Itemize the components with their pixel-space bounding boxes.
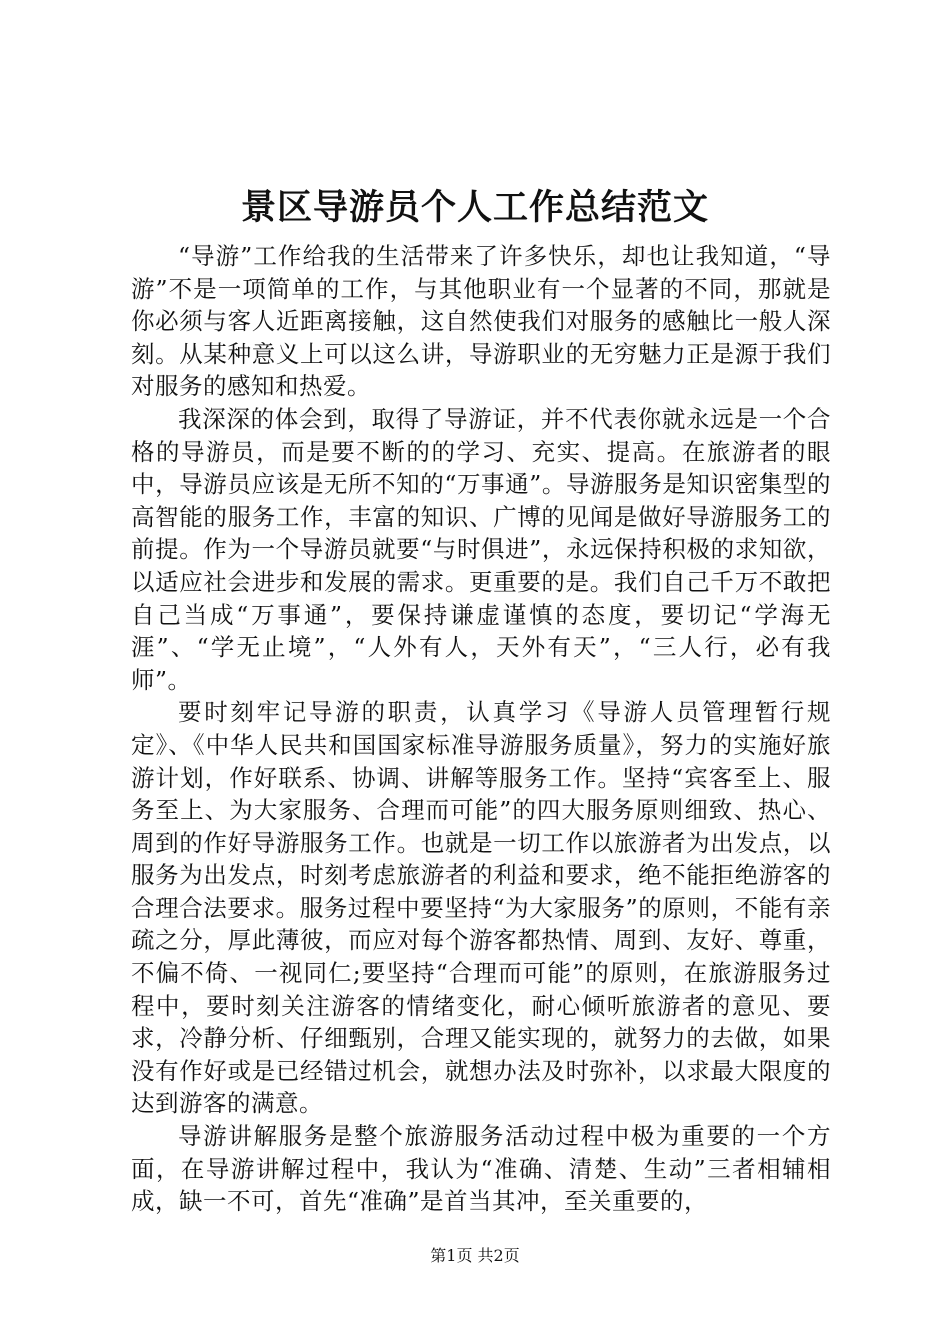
paragraph: 要时刻牢记导游的职责，认真学习《导游人员管理暂行规定》、《中华人民共和国国家标准导游服务质量》，努力的实施好旅游计划，作好联系、协调、讲解等服务工作。坚持“宾客至上、服务至上、为大家服务、合理而可能”的四大服务原则细致、热心、周到的作好导游服务工作。也就是一切工作以旅游者为出发点，以服务为出发点，时刻考虑旅游者的利益和要求，绝不能拒绝游客的合理合法要求。服务过程中要坚持“为大家服务”的原则，不能有亲疏之分，厚此薄彼，而应对每个游客都热情、周到、友好、尊重，不偏不倚、一视同仁;要坚持“合理而可能”的原则，在旅游服务过程中，要时刻关注游客的情绪变化，耐心倾听旅游者的意见、要求，冷静分析、仔细甄别，合理又能实现的，就努力的去做，如果没有作好或是已经错过机会，就想办法及时弥补，以求最大限度的达到游客的满意。 <box>131 698 831 1118</box>
page-footer <box>0 1246 950 1266</box>
document-body <box>131 240 831 1218</box>
paragraph: “导游”工作给我的生活带来了许多快乐，却也让我知道，“导游”不是一项简单的工作，与其他职业有一个显著的不同，那就是你必须与客人近距离接触，这自然使我们对服务的感触比一般人深刻。从某种意义上可以这么讲，导游职业的无穷魅力正是源于我们对服务的感知和热爱。 <box>131 242 831 401</box>
paragraph: 我深深的体会到，取得了导游证，并不代表你就永远是一个合格的导游员，而是要不断的的学习、充实、提高。在旅游者的眼中，导游员应该是无所不知的“万事通”。导游服务是知识密集型的高智能的服务工作，丰富的知识、广博的见闻是做好导游服务工的前提。作为一个导游员就要“与时俱进”，永远保持积极的求知欲，以适应社会进步和发展的需求。更重要的是。我们自己千万不敢把自己当成“万事通”，要保持谦虚谨慎的态度，要切记“学海无涯”、“学无止境”，“人外有人，天外有天”，“三人行，必有我师”。 <box>131 404 831 694</box>
page-number-indicator: 第1页 共2页 <box>430 1246 520 1265</box>
document-title: 景区导游员个人工作总结范文 <box>240 187 709 228</box>
paragraph: 导游讲解服务是整个旅游服务活动过程中极为重要的一个方面，在导游讲解过程中，我认为“准确、清楚、生动”三者相辅相成，缺一不可，首先“准确”是首当其冲，至关重要的， <box>131 1122 831 1216</box>
